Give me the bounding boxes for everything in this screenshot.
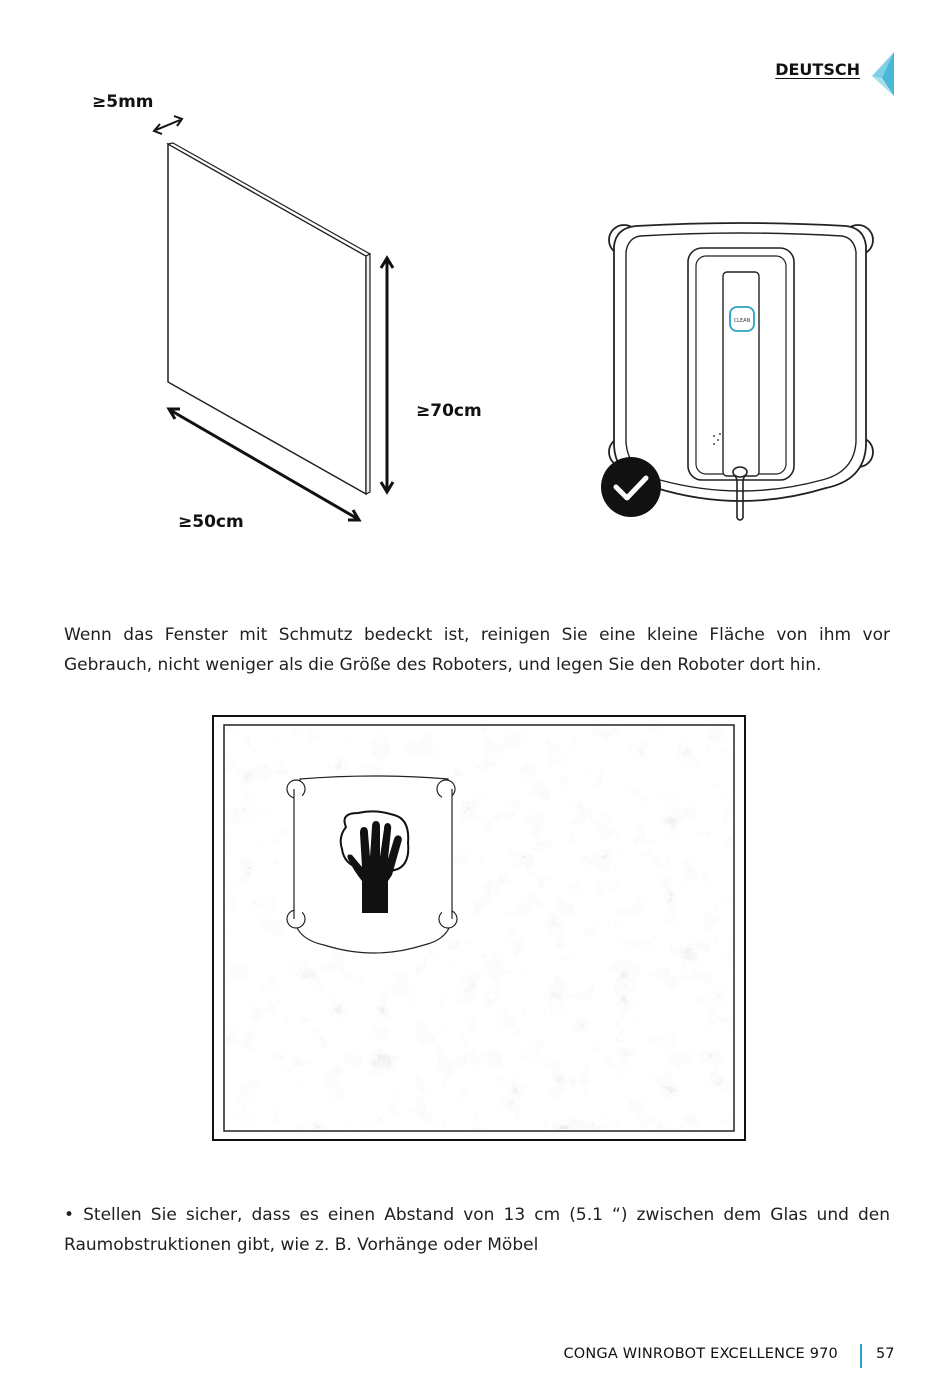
- page-number: 57: [876, 1346, 895, 1362]
- paragraph-clean-area: Wenn das Fenster mit Schmutz bedeckt ist, reinigen Sie eine kleine Fläche von ihm vor Gebrauch, nicht weniger als die Größe des Roboters, und legen Sie den Roboter dort hin.: [64, 625, 890, 675]
- height-label: ≥70cm: [416, 401, 482, 421]
- paragraph-distance-note: • Stellen Sie sicher, dass es einen Abstand von 13 cm (5.1 “) zwischen dem Glas und den Raumobstruktionen gibt, wie z. B. Vorhänge oder Möbel: [64, 1205, 890, 1255]
- dirty-window-illustration: [214, 717, 744, 1139]
- language-tab-icon: [864, 50, 896, 98]
- footer-separator: [860, 1344, 862, 1368]
- width-label: ≥50cm: [178, 512, 244, 532]
- footer-product-name: CONGA WINROBOT EXCELLENCE 970: [563, 1346, 838, 1362]
- checkmark-icon: [600, 456, 662, 518]
- clean-button-label: CLEAN: [733, 318, 751, 324]
- thickness-label: ≥5mm: [92, 92, 154, 112]
- dirty-window-figure: [212, 715, 746, 1141]
- language-label: DEUTSCH: [775, 60, 860, 79]
- glass-panel-diagram: [140, 110, 500, 530]
